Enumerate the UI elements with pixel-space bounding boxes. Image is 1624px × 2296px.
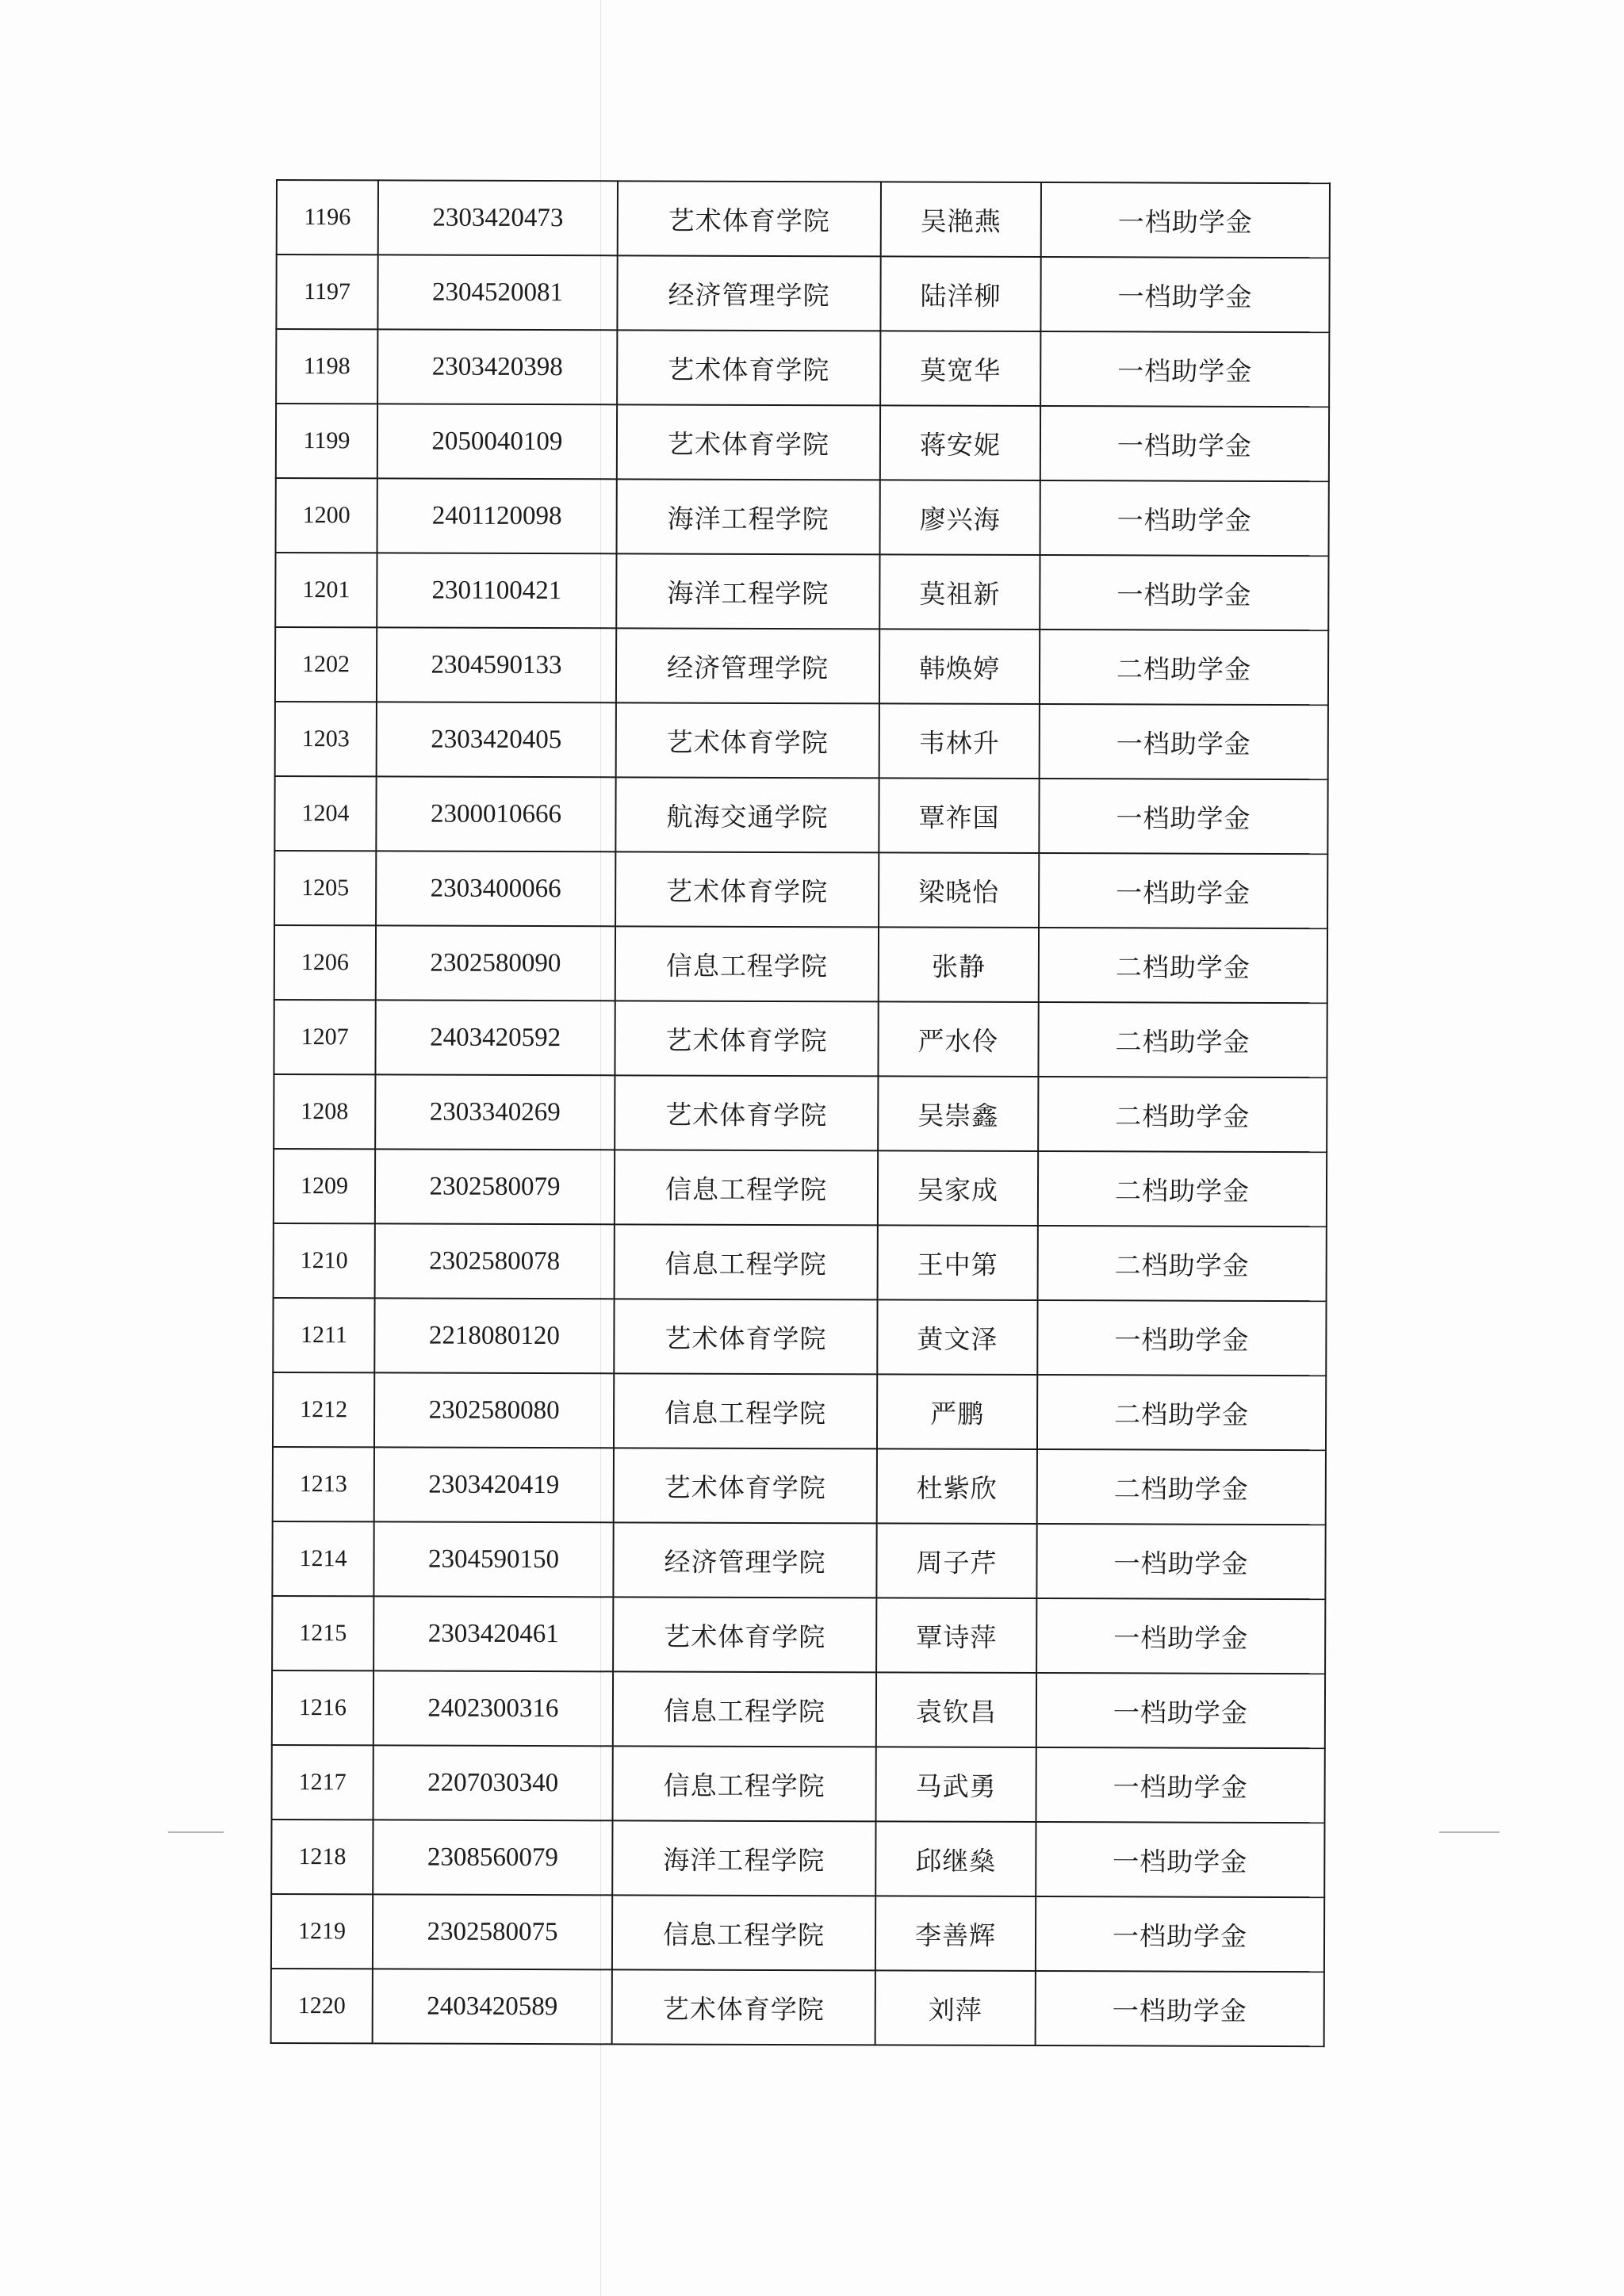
college-cell: 海洋工程学院: [617, 479, 880, 554]
college-cell: 艺术体育学院: [617, 330, 880, 405]
table-row: [277, 180, 1330, 258]
grant-level-cell: 一档助学金: [1040, 257, 1329, 332]
college-cell: 艺术体育学院: [614, 1299, 877, 1374]
row-number-cell: 1215: [272, 1596, 373, 1670]
student-id-cell: 2218080120: [374, 1298, 614, 1373]
college-cell: 航海交通学院: [615, 777, 879, 852]
row-number-cell: 1216: [272, 1670, 373, 1745]
row-number-cell: 1210: [274, 1223, 375, 1298]
table-row: [274, 1223, 1327, 1301]
student-name-cell: 严鹏: [877, 1374, 1037, 1449]
table-row: [272, 1670, 1325, 1748]
row-number-cell: 1197: [276, 254, 377, 329]
grant-level-cell: 一档助学金: [1037, 1300, 1326, 1376]
grant-level-cell: 一档助学金: [1039, 779, 1327, 854]
college-cell: 信息工程学院: [615, 1224, 878, 1299]
row-number-cell: 1217: [272, 1745, 373, 1820]
student-name-cell: 蒋安妮: [880, 405, 1040, 480]
college-cell: 艺术体育学院: [616, 702, 879, 778]
row-number-cell: 1212: [273, 1372, 374, 1447]
student-id-cell: 2303420419: [374, 1447, 614, 1522]
table-row: [274, 1074, 1327, 1152]
table-row: [274, 1149, 1327, 1226]
table-row: [271, 1894, 1324, 1972]
table-row: [271, 1820, 1324, 1897]
student-name-cell: 莫宽华: [880, 331, 1040, 406]
table-row: [273, 1298, 1326, 1376]
student-name-cell: 韩焕婷: [879, 629, 1040, 704]
grant-level-cell: 二档助学金: [1037, 1449, 1326, 1525]
scan-mark-left: [168, 1831, 224, 1833]
student-name-cell: 吴家成: [878, 1150, 1038, 1226]
table-row: [274, 776, 1327, 854]
row-number-cell: 1198: [276, 329, 377, 404]
grant-level-cell: 一档助学金: [1036, 1673, 1325, 1748]
row-number-cell: 1219: [271, 1894, 373, 1969]
student-name-cell: 杜紫欣: [877, 1448, 1037, 1524]
grant-level-cell: 一档助学金: [1036, 1524, 1325, 1599]
college-cell: 艺术体育学院: [615, 1001, 878, 1076]
college-cell: 艺术体育学院: [615, 1075, 878, 1150]
grant-level-cell: 一档助学金: [1040, 406, 1329, 481]
student-id-cell: 2401120098: [377, 478, 617, 553]
student-id-cell: 2303420398: [377, 329, 617, 404]
row-number-cell: 1214: [272, 1521, 373, 1596]
college-cell: 艺术体育学院: [615, 851, 879, 927]
student-name-cell: 覃诗萍: [876, 1598, 1036, 1673]
student-name-cell: 吴崇鑫: [878, 1076, 1038, 1151]
row-number-cell: 1220: [271, 1969, 373, 2043]
college-cell: 艺术体育学院: [612, 1969, 875, 2045]
student-name-cell: 陆洋柳: [880, 256, 1040, 331]
grant-level-cell: 一档助学金: [1036, 1822, 1324, 1897]
table-row: [274, 851, 1327, 928]
table-row: [276, 329, 1329, 407]
college-cell: 信息工程学院: [613, 1671, 876, 1747]
student-name-cell: 王中第: [878, 1225, 1038, 1300]
table-row: [273, 1372, 1326, 1450]
college-cell: 海洋工程学院: [616, 553, 879, 629]
student-id-cell: 2403420589: [373, 1969, 612, 2044]
row-number-cell: 1209: [274, 1149, 375, 1223]
student-id-cell: 2207030340: [373, 1745, 612, 1820]
row-number-cell: 1211: [273, 1298, 374, 1372]
table-row: [276, 254, 1329, 332]
student-id-cell: 2302580078: [375, 1223, 615, 1299]
student-id-cell: 2402300316: [373, 1670, 613, 1746]
grant-level-cell: 一档助学金: [1039, 853, 1327, 928]
row-number-cell: 1200: [276, 478, 377, 553]
table-row: [272, 1745, 1325, 1823]
college-cell: 信息工程学院: [614, 1373, 877, 1448]
row-number-cell: 1203: [275, 702, 377, 776]
student-name-cell: 袁钦昌: [876, 1672, 1036, 1747]
college-cell: 艺术体育学院: [613, 1597, 876, 1672]
grant-level-cell: 一档助学金: [1041, 182, 1330, 258]
table-row: [275, 627, 1328, 705]
row-number-cell: 1199: [276, 404, 377, 478]
row-number-cell: 1202: [275, 627, 377, 702]
college-cell: 信息工程学院: [612, 1895, 875, 1970]
student-id-cell: 2304590150: [373, 1521, 613, 1597]
grant-level-cell: 一档助学金: [1040, 555, 1328, 630]
student-id-cell: 2304520081: [377, 254, 617, 330]
student-name-cell: 李善辉: [875, 1896, 1036, 1971]
table-row: [276, 404, 1329, 481]
grant-level-cell: 二档助学金: [1038, 1077, 1327, 1152]
student-id-cell: 2303340269: [375, 1074, 615, 1150]
row-number-cell: 1213: [273, 1447, 374, 1521]
row-number-cell: 1201: [275, 553, 377, 627]
row-number-cell: 1204: [274, 776, 376, 851]
table-row: [274, 925, 1327, 1003]
college-cell: 经济管理学院: [616, 628, 879, 703]
college-cell: 艺术体育学院: [614, 1448, 877, 1523]
roster-body: [271, 180, 1330, 2046]
table-row: [275, 553, 1328, 630]
grant-level-cell: 一档助学金: [1040, 331, 1329, 407]
row-number-cell: 1205: [274, 851, 376, 925]
table-row: [274, 1000, 1327, 1077]
student-id-cell: 2302580090: [376, 925, 615, 1001]
grant-level-cell: 二档助学金: [1040, 629, 1328, 705]
row-number-cell: 1208: [274, 1074, 375, 1149]
student-id-cell: 2303420461: [373, 1596, 613, 1671]
student-name-cell: 韦林升: [879, 703, 1040, 779]
college-cell: 信息工程学院: [615, 926, 879, 1001]
student-id-cell: 2302580080: [374, 1372, 614, 1448]
college-cell: 信息工程学院: [615, 1150, 878, 1225]
table-row: [271, 1969, 1324, 2046]
grant-level-cell: 二档助学金: [1038, 1151, 1327, 1226]
student-id-cell: 2303420473: [378, 180, 618, 255]
grant-level-cell: 一档助学金: [1040, 480, 1329, 556]
student-name-cell: 周子芹: [876, 1523, 1036, 1598]
grant-level-cell: 一档助学金: [1036, 1971, 1324, 2046]
grant-level-cell: 二档助学金: [1039, 928, 1327, 1003]
student-name-cell: 刘萍: [875, 1970, 1036, 2045]
student-id-cell: 2300010666: [376, 776, 615, 851]
college-cell: 经济管理学院: [613, 1522, 876, 1598]
grant-roster-table: [270, 179, 1331, 2047]
table-row: [272, 1596, 1325, 1674]
student-id-cell: 2403420592: [375, 1000, 615, 1075]
student-id-cell: 2050040109: [377, 404, 617, 479]
grant-level-cell: 二档助学金: [1037, 1375, 1326, 1450]
table-row: [273, 1447, 1326, 1525]
student-id-cell: 2308560079: [373, 1820, 612, 1895]
grant-level-cell: 一档助学金: [1036, 1747, 1324, 1823]
row-number-cell: 1196: [277, 180, 378, 254]
college-cell: 艺术体育学院: [617, 404, 880, 480]
student-name-cell: 张静: [879, 927, 1039, 1002]
college-cell: 艺术体育学院: [618, 181, 881, 256]
row-number-cell: 1218: [271, 1820, 373, 1894]
table-row: [275, 702, 1328, 779]
grant-level-cell: 一档助学金: [1040, 704, 1328, 779]
student-id-cell: 2302580079: [375, 1149, 615, 1224]
scan-mark-right: [1439, 1831, 1500, 1833]
student-id-cell: 2303400066: [376, 851, 615, 926]
student-name-cell: 吴滟燕: [881, 182, 1041, 257]
student-id-cell: 2303420405: [377, 702, 616, 777]
student-id-cell: 2304590133: [377, 627, 616, 702]
student-name-cell: 廖兴海: [880, 480, 1040, 555]
student-name-cell: 邱继燊: [875, 1821, 1036, 1896]
student-name-cell: 严水伶: [878, 1001, 1038, 1077]
grant-level-cell: 一档助学金: [1036, 1598, 1325, 1674]
table-row: [276, 478, 1329, 556]
college-cell: 海洋工程学院: [612, 1820, 875, 1896]
college-cell: 经济管理学院: [617, 255, 880, 331]
grant-level-cell: 一档助学金: [1036, 1896, 1324, 1972]
student-name-cell: 马武勇: [875, 1747, 1036, 1822]
student-name-cell: 覃祚国: [879, 778, 1039, 853]
table-row: [272, 1521, 1325, 1599]
grant-level-cell: 二档助学金: [1038, 1002, 1327, 1077]
student-id-cell: 2302580075: [373, 1894, 612, 1969]
row-number-cell: 1207: [274, 1000, 375, 1074]
student-name-cell: 莫祖新: [879, 554, 1040, 629]
grant-level-cell: 二档助学金: [1038, 1226, 1327, 1301]
college-cell: 信息工程学院: [612, 1746, 875, 1821]
student-name-cell: 梁晓怡: [879, 852, 1039, 928]
row-number-cell: 1206: [274, 925, 376, 1000]
student-id-cell: 2301100421: [377, 553, 616, 628]
student-name-cell: 黄文泽: [877, 1299, 1037, 1375]
